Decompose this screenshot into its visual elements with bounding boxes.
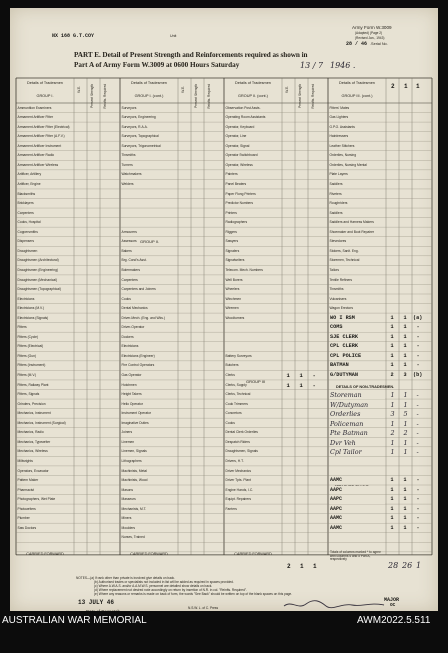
col1-trade: Mechanics, Instrument (Surgical) [17,420,66,425]
col2-carried-forward: CARRIED FORWARD [130,552,168,556]
col1-sub-present: Present Strength [90,84,94,108]
serial-label: .Serial No. [370,42,388,46]
col4-trade: Saddlers [329,182,343,186]
col4-trade: Shoemaker and Boot Repairer [329,229,375,234]
non-tradesman-written-present: 2 [403,429,408,438]
col2-trade: Linemen [121,439,135,444]
non-tradesman-written-we: 1 [390,448,395,457]
non-tradesman-written-label: Orderlies [330,410,361,419]
col3-group: GROUP II. (cont.) [238,94,268,98]
col3-trade: Driver Tpts. Plant [225,478,251,483]
col4-trade: Wagon Erectors [329,306,354,311]
attached-entry-label: AAPC [330,486,343,493]
non-tradesman-typed-present: 1 [403,362,407,369]
non-tradesman-written-reinf: - [416,448,419,457]
col1-trade: Mechanics, Instrument [17,411,51,416]
attached-entry-label: AAMC [330,515,343,522]
col1-trade: Mechanics, Typewriter [17,439,51,444]
col2-trade: Dockers [121,334,134,339]
col4-trade: Saddlers and Harness Makers [329,220,374,225]
non-tradesman-written-label: Policeman [330,419,364,428]
non-tradesman-written-reinf: - [416,410,419,419]
col1-trade: Operators, Excavator [17,468,49,473]
col3-trade: Sawyers [225,239,239,244]
non-tradesman-written-present: 1 [403,391,408,400]
col3-trade: Paper Flong Printers [225,191,256,196]
col2-sub-present: Present Strength [194,84,198,108]
col1-trade: Fitters (M.V.) [17,373,37,377]
col2-trade: Driver-Operator [121,325,145,330]
non-tradesman-typed-present: 1 [403,343,407,350]
non-tradesman-written-we: 1 [390,400,395,409]
col3-value-we: 1 [286,372,290,379]
col2-trade: Surveyors, Topographical [121,134,159,139]
col3-trade: Cook Trimmers [225,401,248,406]
non-tradesman-written-label: Storeman [330,391,362,400]
non-tradesman-written-we: 3 [390,410,395,419]
unit-label: Unit [170,34,177,38]
attached-entry-we: 1 [390,515,394,522]
col2-trade: Gas Operator [121,373,142,377]
title-line-2: Part A of Army Form W.3009 at 0600 Hours Saturday [74,61,240,69]
col3-trade: Wiremen [225,306,239,311]
col1-trade: Photowriters [17,506,36,511]
col1-trade: Electricians (Signals) [17,315,49,320]
non-tradesman-typed-reinf: (b) [413,372,423,378]
top-we: 2 [391,83,395,90]
attached-entry-reinf: - [416,486,420,493]
top-present: 1 [404,83,408,90]
col3-trade: Riggers [225,229,237,234]
col1-trade: Bricklayers [17,201,34,206]
col3-total-reinf: 1 [313,563,317,570]
col2-trade: Driver-Mech. (Eng. and Wks.) [121,315,165,320]
attached-entry-reinf: - [416,505,420,512]
col3-trade: Cooks [225,420,235,425]
col3-trade: Signalers [225,248,240,253]
col2-trade: Electricians (Engineer) [121,353,155,358]
col2-trade: Bolermakers [121,267,141,272]
col3-trade: Telecom. Mech. Numbers [225,267,263,272]
col3-trade: Operator, Line [225,134,247,139]
non-tradesman-typed-reinf: - [416,333,420,340]
attached-entry-present: 1 [403,505,407,512]
col3-trade: Woodturners [225,315,245,320]
col4-trade: Orderlies, Nursing [329,153,357,158]
col1-trade: Pattern Maker [17,478,39,483]
attached-entry-we: 1 [390,505,394,512]
col2-trade: Electricians [121,344,139,349]
col1-sub-we: W.E. [77,86,81,93]
col1-trade: Fitters (Electrical) [17,344,44,349]
col1-trade: Saw Doctors [17,525,37,530]
attached-entry-we: 1 [390,477,394,484]
col2-trade: Nurses, Trained [121,535,145,540]
col4-trade: Textile Refiners [329,277,353,282]
col4-trade: Orderlies, Nursing Mental [329,162,367,167]
non-tradesman-written-reinf: - [416,400,419,409]
col4-trade: Plate Layers [329,172,348,177]
non-tradesman-typed-present: 3 [403,372,407,378]
attached-entry-present: 1 [403,477,407,484]
col1-trade: Fitters (Instrument) [17,363,46,368]
col2-trade: Bakers [121,248,132,253]
col2-trade: Cooks [121,296,131,301]
signature-appointment: OC [390,603,396,608]
col2-trade: Height Takers [121,392,142,397]
group-3-label: GROUP III [246,379,266,384]
attached-entry-present: 1 [403,486,407,493]
signature-rank: MAJOR [384,597,400,603]
archive-item-id: AWM2022.5.511 [357,615,431,626]
col3-value-reinf: - [312,381,316,389]
col1-trade: Fitters [17,325,27,330]
non-tradesman-written-present: 1 [403,448,408,457]
non-tradesman-typed-present: 1 [403,314,407,321]
non-tradesman-typed-present: 1 [403,324,407,331]
title-line-1: PART E. Detail of Present Strength and Reinforcements required as shown in [74,51,308,59]
col3-carried-forward: CARRIED FORWARD [234,552,272,556]
col3-trade: Dental Clerk Orderlies [225,430,258,435]
col2-trade: Instrument Operator [121,411,152,416]
col1-trade: Mechanics, Wireless [17,449,48,454]
col3-trade: Predictor Numbers [225,201,253,206]
col2-trade: Dental Mechanics [121,306,148,311]
note-e: (e) Where any reasons or remarks is made on back of form, the words "See Back" should be written on top of the blank spaces on this page. [94,592,293,596]
attached-entry-label: AAPC [330,505,343,512]
col4-header: Details of Tradesmen [339,81,375,85]
col2-trade: Helio Operator [121,401,143,406]
col2-trade: Armourers [121,229,137,234]
note-d: (d) Where replacement not desired note accordingly on return by insertion of N.R. in col. "Reinfts. Required". [94,588,247,592]
col1-trade: Dispensers [17,239,34,244]
col1-trade: Armament Artificer Instrument [17,143,62,148]
col3-value-we: 1 [286,381,290,389]
col3-trade: Winchmen [225,296,242,301]
attached-entry-label: AAPC [330,496,343,503]
col4-trade: Riveters [329,191,342,196]
col3-total-we: 2 [287,563,291,570]
col3-trade: Well Borers [225,277,243,282]
col1-carried-forward: CARRIED FORWARD [26,552,64,556]
col4-trade: Stevedores [329,239,347,244]
col3-sub-present: Present Strength [298,84,302,108]
non-tradesman-typed-we: 1 [390,362,394,369]
non-tradesman-typed-present: 1 [403,352,407,359]
col1-group: GROUP I. [36,94,54,98]
col1-trade: Fitters (Cycle) [17,334,39,339]
col3-trade: Panel Beaters [225,182,247,186]
col1-trade: Mechanics, Radio [17,430,44,435]
col1-trade: Electricians (M.V.) [17,306,44,311]
note-b: (b) Authorised trades or specialists not included in list will be added as required in spaces provided. [94,580,234,584]
col3-value-present: 1 [299,372,303,379]
col1-trade: Electricians [17,296,35,301]
attached-entry-present: 1 [403,496,407,503]
col3-trade: Butchers [225,363,239,368]
group-2-label: GROUP II. [140,239,160,244]
col4-trade: Vulcanisers [329,296,347,301]
attached-entry-reinf: - [416,496,420,503]
non-tradesman-typed-we: 1 [390,314,394,321]
col1-trade: Photographers, Wet Plate [17,497,56,502]
col1-trade: Armament Artificer Wireless [17,162,59,167]
col3-trade: Operator Switchboard [225,153,258,158]
non-tradesman-written-present: 5 [403,410,408,419]
col3-sub-we: W.E. [285,86,289,93]
col4-trade: Leather Stitchers [329,143,355,148]
non-tradesman-typed-label: CPL POLICE [330,352,362,359]
col2-trade: Turners [121,162,133,167]
non-tradesman-written-label: Cpl Tailor [330,448,362,457]
col2-trade: Machinists, Wood [121,478,148,483]
col1-trade: Artificer, Artillery [17,172,42,177]
non-tradesman-typed-reinf: - [416,352,420,359]
attached-entry-label: AAMC [330,477,343,484]
col2-trade: Joiners [121,430,133,435]
col1-trade: Plumber [17,516,30,521]
col1-trade: Artificer, Engine [17,182,41,186]
non-tradesman-typed-we: 1 [390,324,394,331]
col4-trade: Tailors [329,267,340,272]
col2-trade: Masons [121,487,134,492]
non-tradesman-written-present: 1 [403,438,408,447]
form-adapted: (Adapted) (Page 2) [355,31,383,35]
col2-trade: Watchmakers [121,172,142,177]
note-a: NOTES—(a) If rank other than private is involved give details on back. [76,576,176,580]
col2-trade: Surveyors, Trigonometrical [121,143,161,148]
non-tradesman-typed-label: COMS [330,324,343,331]
col1-trade: Carpenters [17,210,34,215]
col1-trade: Ammunition Examiners [17,105,52,110]
non-tradesman-typed-reinf: - [416,362,420,369]
col3-sub-reinf: Reinfts. Required [311,84,315,109]
col2-trade: Imaginative Duties [121,420,149,425]
non-tradesman-written-reinf: - [416,438,419,447]
col3-trade: Draughtsmen, Signals [225,449,258,454]
col1-trade: Armament Artificer Fitter (Electrical) [17,124,70,129]
non-tradesman-typed-we: 1 [390,343,394,350]
non-tradesman-written-present: 1 [403,419,408,428]
col3-trade: Wheelers [225,287,240,292]
col2-trade: Machinists, Metal [121,468,147,473]
col1-trade: Armament Artificer Radio [17,153,55,158]
col4-trade: Fitters' Mates [329,105,350,110]
col3-trade: Driver Mechanics [225,468,251,473]
col2-trade: Carpenters and Joiners [121,287,156,292]
col2-header: Details of Tradesmen [131,81,167,85]
col1-trade: Draughtsmen [17,248,38,253]
col3-trade: Clerks, Technical [225,392,251,397]
col2-trade: Miners [121,516,132,521]
non-tradesman-written-we: 1 [390,419,395,428]
col2-trade: Surveyors [121,105,137,110]
col4-trade: Gas Lighters [329,115,349,120]
printer-line: N.S.W. L. of C. Press [188,606,219,610]
non-tradesman-typed-present: 1 [403,333,407,340]
col1-trade: Fitters (Gun) [17,353,37,358]
non-tradesman-typed-label: BATMAN [330,362,349,369]
col4-total-reinf: 1 [416,561,422,570]
col3-trade: Clerks [225,373,235,377]
col1-trade: Armament Artificer Fitter (A.F.V.) [17,134,65,139]
col2-trade: Moulders [121,525,136,530]
attached-entry-reinf: - [416,524,420,531]
attached-entry-we: 1 [390,524,394,531]
col3-trade: Engine Hands, I.C. [225,487,254,492]
col2-trade: Brg. Cond's Asst. [121,258,147,263]
details-non-tradesmen-label: DETAILS OF NON-TRADESMEN. [336,385,395,389]
col1-trade: Fitters, Railway Plant [17,382,49,387]
col1-trade: Pharmacist [17,487,34,492]
col4-group: GROUP III. (cont.) [341,94,373,98]
col3-trade: Operating Room Assistants [225,115,266,120]
col3-trade: Equipt. Repairers [225,497,251,502]
archive-footer [0,611,448,653]
non-tradesman-typed-label: G/DUTYMAN [330,372,359,378]
col2-trade: Masseurs [121,497,136,502]
despatch-date: 13 JULY 46 [78,599,115,606]
attached-entry-we: 1 [390,496,394,503]
col3-trade: Radiographers [225,220,248,225]
col4-trade: Tinsmiths [329,287,344,292]
col2-trade: Surveyors, R.A.A. [121,124,148,129]
col1-trade: Draughtsmen (Architectural) [17,258,59,263]
col3-trade: Printers [225,210,237,215]
non-tradesman-typed-we: 1 [390,352,394,359]
col2-trade: Carpenters [121,277,138,282]
col3-trade: Painters [225,172,238,177]
non-tradesman-typed-we: 1 [390,333,394,340]
note-c: (c) Where A.W.A.S. and/or A.A.M.W.S. personnel are detailed show details on back. [94,584,213,588]
non-tradesman-written-present: 1 [403,400,408,409]
col1-trade: Draughtsmen (Topographical) [17,287,61,292]
col2-sub-reinf: Reinfts. Required [207,84,211,109]
non-tradesman-written-reinf: - [416,419,419,428]
col2-group: GROUP I. (cont.) [134,94,164,98]
col4-trade: Roughriders [329,201,348,206]
col1-trade: Fitters, Signals [17,392,40,397]
col2-trade: Tinsmiths [121,153,136,158]
col2-sub-we: W.E. [181,86,185,93]
col1-trade: Draughtsmen (Mechanical) [17,277,58,282]
non-tradesman-written-reinf: - [416,429,419,438]
col3-trade: Operator, Keyboard [225,124,255,129]
form-title: Army Form W.3009 [352,25,392,30]
non-tradesman-written-we: 1 [390,391,395,400]
col4-trade: G.P.O. Assistants [329,124,355,129]
totals-note: Totals of columns marked * to agree with columns 4 and 5 Part A, respectively [330,550,381,562]
col1-trade: Blacksmiths [17,191,36,196]
non-tradesman-typed-reinf: (a) [413,314,423,321]
return-date: 13 / 7 [300,61,324,70]
col2-trade: Hutchmen [121,382,137,387]
unit-number: NX 168 G.T.COY [52,33,95,39]
form-revised: (Revised Jan., 1943) [355,36,385,40]
attached-entry-present: 1 [403,524,407,531]
col4-trade: Saddlers [329,210,343,215]
col2-trade: Surveyors, Engineering [121,115,156,120]
col3-trade: Farriers [225,506,237,511]
non-tradesman-written-label: Dvr Veh [330,438,356,447]
col3-trade: Observation Post Assts. [225,105,261,110]
col3-trade: Clerks, Supply [225,382,247,387]
col2-trade: Welders [121,182,134,186]
attached-entry-present: 1 [403,515,407,522]
col2-trade: Lithographers [121,458,142,463]
attached-entry-we: 1 [390,486,394,493]
non-tradesman-typed-label: SJE CLERK [330,333,359,340]
col3-header: Details of Tradesmen [235,81,271,85]
non-tradesman-typed-reinf: - [416,343,420,350]
non-tradesman-written-reinf: - [416,391,419,400]
col1-trade: Coppersmiths [17,229,38,234]
col1-trade: Cooks, Hospital [17,220,41,225]
col2-trade: Assessors [121,239,137,244]
col1-header: Details of Tradesmen [27,81,63,85]
col3-trade: Operator, Signal [225,143,250,148]
col3-trade: Concretors [225,411,242,416]
col2-trade: Linemen, Signals [121,449,147,454]
col4-trade: Stokers, Sanit. Eng. [329,248,359,253]
archive-credit: AUSTRALIAN WAR MEMORIAL [2,615,147,626]
col2-trade: Mechanists, M.T. [121,506,147,511]
col3-value-present: 1 [299,381,303,389]
serial-number: 28 / 46 [346,41,368,47]
col1-trade: Grinders, Precision [17,401,46,406]
non-tradesman-typed-label: CPL CLERK [330,343,359,350]
non-tradesman-typed-reinf: - [416,324,420,331]
col4-trade: Storemen, Technical [329,258,360,263]
col1-trade: Millwrights [17,458,33,463]
col1-sub-reinf: Reinfts. Required [103,84,107,109]
army-form-page [10,8,438,611]
col4-total-present: 26 [402,561,413,570]
attached-entry-reinf: - [416,515,420,522]
attached-entry-reinf: - [416,477,420,484]
non-tradesman-written-label: W/Dutyman [330,400,369,409]
attached-entry-label: AAMC [330,524,343,531]
return-year: 1946 . [330,61,356,70]
col4-total-we: 28 [388,561,399,570]
non-tradesman-typed-we: 2 [390,372,394,378]
col3-value-reinf: - [312,372,316,379]
col2-trade: Fire Control Operators [121,363,155,368]
top-reinf: 1 [416,83,420,90]
col1-trade: Armament Artificer Fitter [17,115,54,120]
non-tradesman-typed-label: WO I RSM [330,314,355,321]
non-tradesman-written-we: 1 [390,438,395,447]
col3-total-present: 1 [300,563,304,570]
col4-trade: Hairdressers [329,134,349,139]
non-tradesman-written-we: 2 [390,429,395,438]
non-tradesman-written-label: Pte Batman [330,429,368,438]
col3-trade: Drivers, H.T. [225,458,244,463]
col3-trade: Signalwriters [225,258,245,263]
col3-trade: Operator, Wireless [225,162,253,167]
col3-trade: Battery Surveyors [225,353,252,358]
col1-trade: Draughtsmen (Engineering) [17,267,58,272]
col3-trade: Despatch Riders [225,439,250,444]
